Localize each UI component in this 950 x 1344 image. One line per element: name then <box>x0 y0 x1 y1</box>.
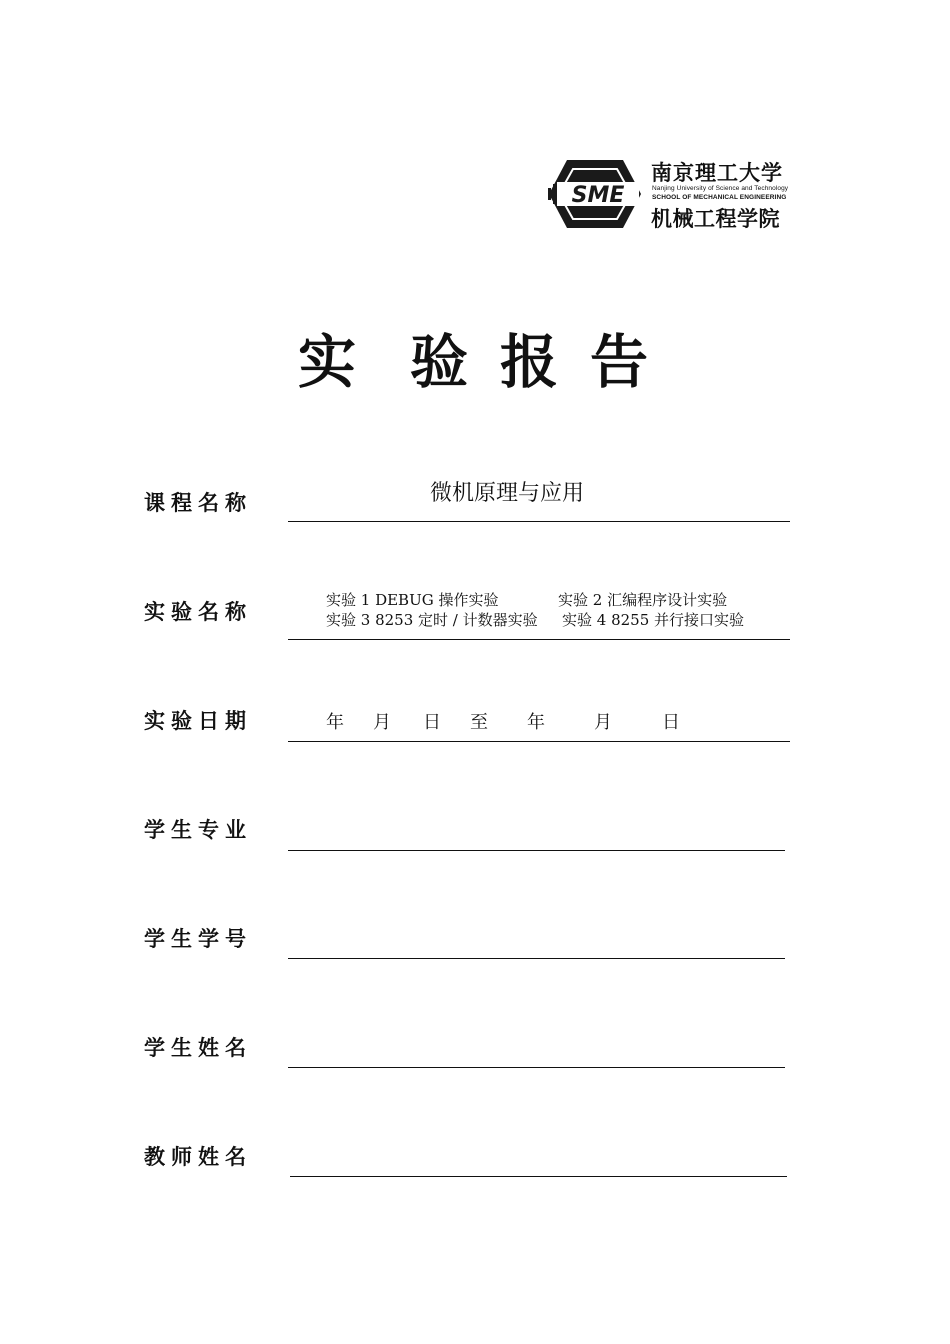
title-char-3: 报 <box>500 328 563 396</box>
experiment-label: 实验名称 <box>144 600 252 624</box>
sme-emblem-icon <box>545 155 645 233</box>
course-label: 课程名称 <box>144 491 252 515</box>
experiment-1: 实验 1 DEBUG 操作实验 <box>326 591 499 609</box>
school-logo <box>545 155 800 233</box>
student-id-label: 学生学号 <box>144 927 252 951</box>
page-title <box>0 315 950 399</box>
experiment-3: 实验 3 8253 定时 / 计数器实验 <box>326 611 538 629</box>
title-char-1: 实 <box>297 328 360 396</box>
date-to: 至 <box>470 712 488 733</box>
date-label: 实验日期 <box>144 709 252 733</box>
title-char-4: 告 <box>590 328 653 396</box>
experiment-4: 实验 4 8255 并行接口实验 <box>562 611 745 629</box>
course-value: 微机原理与应用 <box>430 481 585 506</box>
date-day-end: 日 <box>662 712 680 733</box>
logo-mark: SME <box>571 183 625 208</box>
student-name-label: 学生姓名 <box>144 1036 252 1060</box>
experiment-2: 实验 2 汇编程序设计实验 <box>558 591 728 609</box>
date-month-start: 月 <box>373 712 391 733</box>
date-year-end: 年 <box>527 712 545 733</box>
teacher-name-field[interactable] <box>290 1176 787 1177</box>
major-label: 学生专业 <box>144 818 252 842</box>
date-day-start: 日 <box>423 712 441 733</box>
student-name-field[interactable] <box>288 1067 785 1068</box>
logo-school-name: 机械工程学院 <box>651 207 780 231</box>
logo-school-english: SCHOOL OF MECHANICAL ENGINEERING <box>652 194 787 201</box>
student-id-field[interactable] <box>288 958 785 959</box>
date-underline <box>288 741 790 742</box>
logo-university-english: Nanjing University of Science and Technology <box>652 185 789 192</box>
course-underline <box>288 521 790 522</box>
experiment-underline <box>288 639 790 640</box>
major-field[interactable] <box>288 850 785 851</box>
date-year-start: 年 <box>326 712 344 733</box>
title-char-2: 验 <box>409 328 472 396</box>
logo-university-name: 南京理工大学 <box>651 161 783 185</box>
date-month-end: 月 <box>594 712 612 733</box>
teacher-name-label: 教师姓名 <box>144 1145 252 1169</box>
